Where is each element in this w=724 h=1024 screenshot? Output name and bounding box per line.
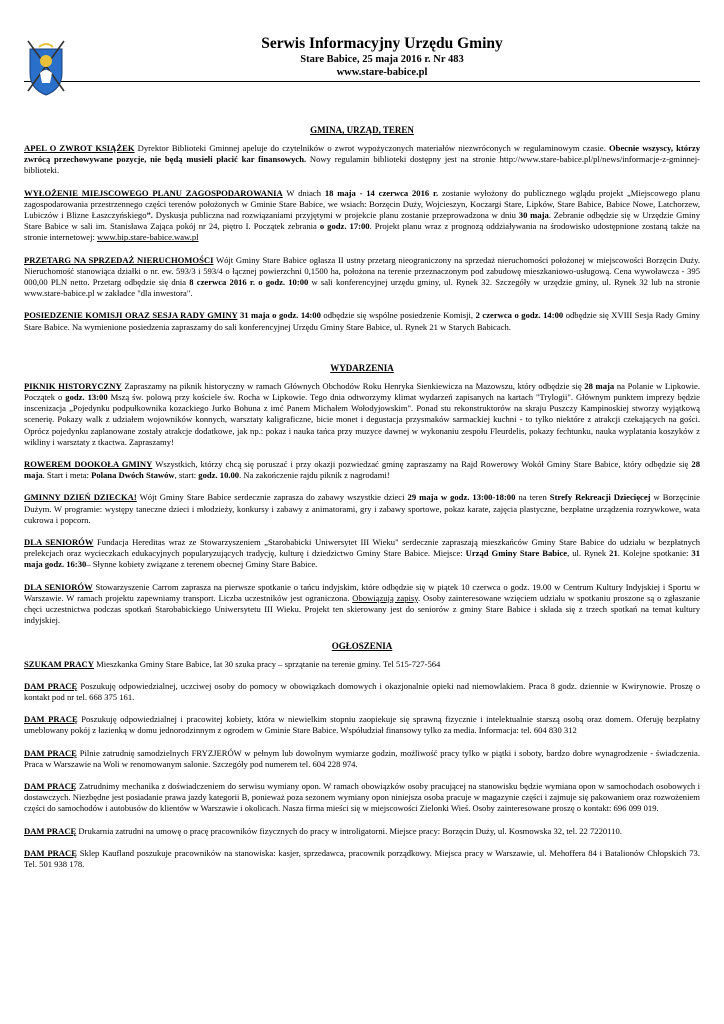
section-title-ogloszenia: OGŁOSZENIA: [331, 640, 393, 651]
bip-link[interactable]: www.bip.stare-babice.waw.pl: [97, 232, 199, 243]
article-heading: POSIEDZENIE KOMISJI ORAZ SESJA RADY GMINY: [24, 310, 238, 321]
ad-item: SZUKAM PRACY Mieszkanka Gminy Stare Babice, lat 30 szuka pracy – sprzątanie na terenie gminy. Tel 515-727-564: [24, 658, 441, 669]
article-heading: GMINNY DZIEŃ DZIECKA!: [24, 492, 137, 503]
ad-heading: DAM PRACĘ: [24, 747, 77, 758]
ad-heading: DAM PRACĘ: [24, 680, 78, 691]
ad-item: DAM PRACĘ Poszukuję odpowiedzialnej i pracowitej kobiety, która w niewielkim stopniu zaopiekuje się sprawną fizycznie i intelektualnie starszą osobą oraz domem. Oferuję bezpłatny umeblowany pokój z łazienką w domu jednorodzinnym z ogrodem w Gminie Stare Babice. Współudział finansowy tylko za media. Informacja: tel. 604 830 312: [24, 714, 700, 736]
article-seniors-lectures: DLA SENIORÓW Fundacja Hereditas wraz ze Stowarzyszeniem „Starobabicki Uniwersytet III Wieku" serdecznie zapraszają mieszkańców Gminy Stare Babice do udziału w bezpłatnych prelekcjach oraz wycieczkach edukacyjnych popularyzujących tradycję, kulturę i dziedzictwo Gminy Stare Babice. Miejsce: Urząd Gminy Stare Babice, ul. Rynek 21. Kolejne spotkanie: 31 maja godz. 16:30– Słynne kobiety związane z terenem obecnej Gminy Stare Babice.: [24, 537, 700, 570]
article-seniors-dance: DLA SENIORÓW Stowarzyszenie Carrom zaprasza na pierwsze spotkanie o tańcu indyjskim, które odbędzie się w piątek 10 czerwca o godz. 19.00 w Centrum Kultury Indyjskiej i Sportu w Warszawie. W ramach projektu zapewniamy transport. Liczba uczestników jest ograniczona. Obowiązują zapisy. Osoby zainteresowane wzięciem udziału w spotkaniu proszone są o zgłaszanie chęci uczestnictwa podczas spotkań Starobabickiego Uniwersytetu III Wieku. Projekt ten skierowany jest do seniorów z gminy Stare Babice i składa się z trzech spotkań na temat kultury indyjskiej.: [24, 581, 700, 626]
ad-item: DAM PRACĘ Drukarnia zatrudni na umowę o pracę pracowników fizycznych do pracy w introligatorni. Miejsce pracy: Borzęcin Duży, ul. Kosmowska 32, tel. 22 7220110.: [24, 825, 622, 836]
article-heading: APEL O ZWROT KSIĄŻEK: [24, 143, 135, 153]
coat-of-arms-icon: [24, 39, 68, 97]
ad-heading: DAM PRACĘ: [24, 847, 77, 858]
header: [24, 35, 700, 107]
ad-item: DAM PRACĘ Sklep Kaufland poszukuje pracowników na stanowiska: kasjer, sprzedawca, pracownik porządkowy. Miejsca pracy w Warszawie, ul. Mehoffera 84 i Batalionów Chłopskich 73. Tel. 501 938 178.: [24, 847, 700, 869]
article-bike-rally: ROWEREM DOOKOŁA GMINY Wszystkich, którzy chcą się poruszać i przy okazji pozwiedzać gminę zapraszamy na Rajd Rowerowy Wokół Gminy Stare Babice, który odbędzie się 28 maja. Start i meta: Polana Dwóch Stawów, start: godz. 10.00. Na zakończenie rajdu piknik z nagrodami!: [24, 459, 700, 481]
ad-heading: DAM PRACĘ: [24, 825, 77, 836]
article-childrens-day: GMINNY DZIEŃ DZIECKA! Wójt Gminy Stare Babice serdecznie zaprasza do zabawy wszystkie dzieci 29 maja w godz. 13:00-18:00 na teren Strefy Rekreacji Dziecięcej w Borzęcinie Dużym. W programie: występy taneczne dzieci i młodzieży, konkursy i zabawy z animatorami, gry i zabawy sportowe, pokaz karate, zajęcia plastyczne, bezpłatne urządzenia rozrywkowe, wata cukrowa i popcorn.: [24, 492, 700, 525]
article-historical-picnic: PIKNIK HISTORYCZNY Zapraszamy na piknik historyczny w ramach Głównych Obchodów Roku Henryka Sienkiewicza na Mazowszu, który odbędzie się 28 maja na Polanie w Lipkowie. Początek o godz. 13:00 Mszą św. polową przy kościele św. Rocha w Lipkowie. Tego dnia odtworzymy klimat wydarzeń zapisanych na kartach "Trylogii". Głównym punktem imprezy będzie inscenizacja „Pojedynku podpułkownika kozackiego Jurko Bohuna z imć Panem Michałem Wołodyjowskim". Ponad stu rekonstruktorów na skraju Puszczy Kampinoskiej stworzy wyjątkową scenerię. Pokazy walk z udziałem wojowników konnych, warsztaty kaligraficzne, bicie monet i degustacja przysmaków sarmackiej kuchni - to tylko niektóre z atrakcji czekających na gości. Oprócz pojedynku zaplanowane zostały atrakcje dodatkowe, jak np.: pokaz i nauka tańca przy muzyce dawnej w wykonaniu zespołu Fleurdelis, pokazy fechtunku, nauka wyplatania koszyków z wikliny i warsztaty z tkactwa. Zapraszamy!: [24, 380, 700, 447]
ad-heading: DAM PRACĘ: [24, 780, 77, 791]
article-council-session: POSIEDZENIE KOMISJI ORAZ SESJA RADY GMINY 31 maja o godz. 14:00 odbędzie się wspólne posiedzenie Komisji, 2 czerwca o godz. 14:00 odbędzie się XVIII Sesja Rady Gminy Stare Babice. Na wymienione posiedzenia zapraszamy do sali konferencyjnej Urzędu Gminy Stare Babice, ul. Rynek 21 w Starych Babicach.: [24, 310, 700, 332]
article-heading: WYŁOŻENIE MIEJSCOWEGO PLANU ZAGOSPODAROWANIA: [24, 187, 283, 198]
section-title-gmina: GMINA, URZĄD, TEREN: [310, 125, 414, 135]
newsletter-title: Serwis Informacyjny Urzędu Gminy: [261, 35, 503, 52]
article-spatial-plan: WYŁOŻENIE MIEJSCOWEGO PLANU ZAGOSPODAROWANIA W dniach 18 maja - 14 czerwca 2016 r. zostanie wyłożony do publicznego wglądu projekt „Miejscowego planu zagospodarowania przestrzennego części terenów położonych w Gminie Stare Babice, we wsiach: Borzęcin Duży, Wojcieszyn, Koczargi Stare, Lipków, Stare Babice, Babice Nowe, Latchorzew, Lubiczów i Blizne Łaszczyńskiego”. Dyskusja publiczna nad rozwiązaniami przyjętymi w projekcie planu zostanie przeprowadzona w dniu 30 maja. Zebranie odbędzie się w Urzędzie Gminy Stare Babice w sali im. Stanisława Zająca pokój nr 24, piętro I. Początek zebrania o godz. 17:00. Projekt planu wraz z prognozą oddziaływania na środowisko udostępnione zostaną także na stronie internetowej: www.bip.stare-babice.waw.pl: [24, 187, 701, 243]
ad-item: DAM PRACĘ Pilnie zatrudnię samodzielnych FRYZJERÓW w pełnym lub dowolnym wymiarze godzin, możliwość pracy tylko w piątki i soboty, bardzo dobre wynagrodzenie - świadczenia. Praca w Warszawie na Woli w renomowanym salonie. Szczegóły pod numerem tel. 604 228 974.: [24, 747, 701, 769]
article-heading: ROWEREM DOOKOŁA GMINY: [24, 459, 153, 470]
ad-heading: SZUKAM PRACY: [24, 658, 94, 669]
header-divider: [24, 81, 700, 82]
article-book-return: APEL O ZWROT KSIĄŻEK Dyrektor Biblioteki Gminnej apeluje do czytelników o zwrot wypożyczonych materiałów niezwróconych w regulaminowym czasie. Obecnie wszyscy, którzy zwrócą przechowywane pozycje, nie będą musieli płacić kar finansowych. Nowy regulamin biblioteki dostępny jest na stronie http://www.stare-babice.pl/pl/news/informacje-z-gminnej-biblioteki.: [24, 143, 701, 176]
section-title-wydarzenia: WYDARZENIA: [330, 362, 394, 373]
article-heading: PRZETARG NA SPRZEDAŻ NIERUCHOMOŚCI: [24, 254, 214, 265]
article-property-tender: PRZETARG NA SPRZEDAŻ NIERUCHOMOŚCI Wójt Gminy Stare Babice ogłasza II ustny przetarg nieograniczony na sprzedaż nieruchomości położonej w miejscowości Borzęcin Duży. Nieruchomość stanowiąca działki o nr. ew. 593/3 i 593/4 o łącznej powierzchni 0,1500 ha, położona na terenie przeznaczonym pod zabudowę mieszkaniowo-usługową. Cena wywoławcza - 395 000,00 PLN netto. Przetarg odbędzie się dnia 8 czerwca 2016 r. o godz. 10:00 w sali konferencyjnej urzędu gminy, ul. Rynek 32. Szczegóły w urzędzie gminy, ul. Rynek 32 lub na stronie www.stare-babice.pl w zakładce "dla inwestora".: [24, 254, 700, 299]
ad-item: DAM PRACĘ Zatrudnimy mechanika z doświadczeniem do serwisu wymiany opon. W ramach obowiązków osoby pracującej na stanowisku będzie wymiana opon w samochodach osobowych i dostawczych. Niezbędne jest posiadanie prawa jazdy kategorii B, ponieważ poza sezonem wymiany opon niniejsza osoba pracuje w magazynie części i zajmuje się pakowaniem oraz rozwożeniem części do samochodów i autobusów do klientów w Warszawie i okolicach. Nasza firma mieści się w miejscowości Zielonki Wieś. Osoby zainteresowane proszę o kontakt: 696 099 019.: [24, 780, 700, 814]
ad-item: DAM PRACĘ Poszukuję odpowiedzialnej, uczciwej osoby do pomocy w obowiązkach domowych i okazjonalnie opieki nad niemowlakiem. Praca 8 godz. dziennie w Kwirynowie. Proszę o kontakt pod nr tel. 668 375 161.: [24, 680, 700, 702]
article-heading: PIKNIK HISTORYCZNY: [24, 380, 122, 391]
ad-heading: DAM PRACĘ: [24, 714, 78, 725]
website-link[interactable]: www.stare-babice.pl: [336, 67, 428, 78]
article-heading: DLA SENIORÓW: [24, 537, 94, 548]
issue-date: Stare Babice, 25 maja 2016 r. Nr 483: [300, 54, 464, 65]
newsletter-page: [24, 22, 700, 881]
article-heading: DLA SENIORÓW: [24, 581, 93, 592]
